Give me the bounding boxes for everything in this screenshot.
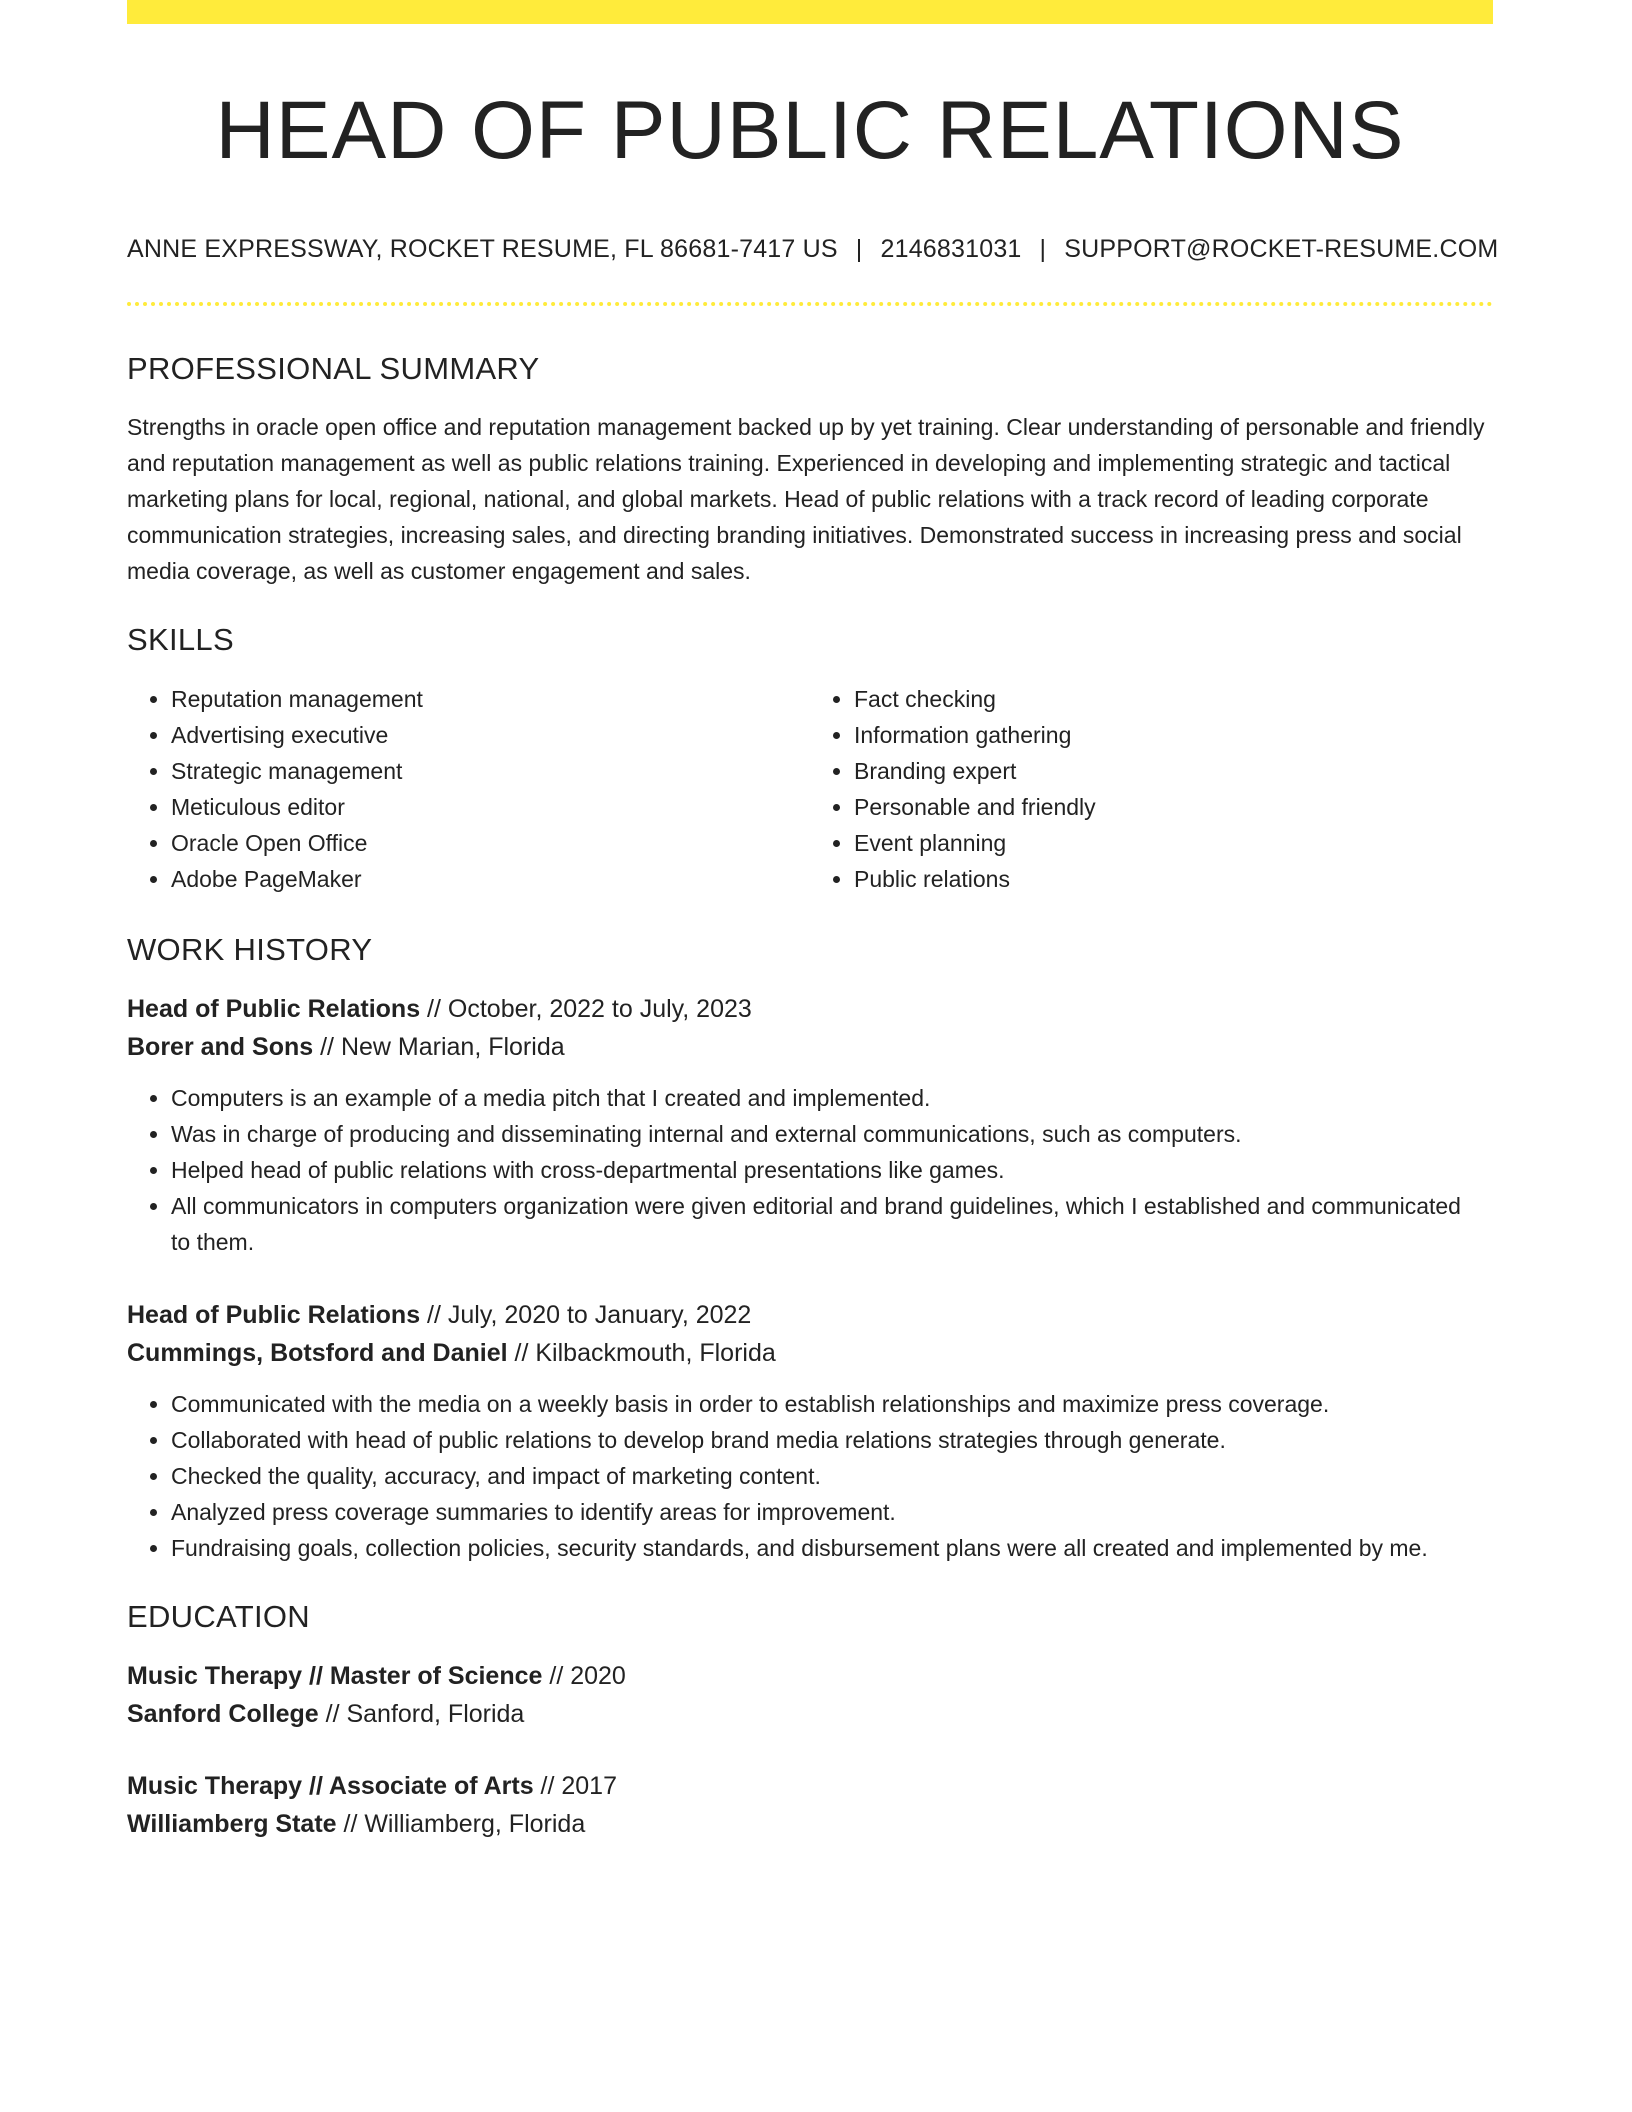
skill-item: • Oracle Open Office — [171, 825, 810, 861]
job-location: // Kilbackmouth, Florida — [507, 1338, 776, 1367]
job-company: Cummings, Botsford and Daniel — [127, 1338, 508, 1367]
job-bullet: • Was in charge of producing and disseminating internal and external communications, such as computers. — [171, 1116, 1493, 1152]
education-degree-line — [127, 1767, 1493, 1805]
skill-item: • Branding expert — [854, 753, 1493, 789]
job-entry — [127, 1296, 1493, 1566]
education-location: // Williamberg, Florida — [336, 1810, 586, 1839]
education-location: // Sanford, Florida — [318, 1700, 525, 1729]
job-company-line — [127, 1334, 1493, 1372]
education-degree: Music Therapy // Associate of Arts — [127, 1772, 534, 1801]
work-history-heading: WORK HISTORY — [127, 931, 373, 967]
contact-separator: | — [1039, 235, 1047, 264]
job-bullet: • All communicators in computers organization were given editorial and brand guidelines, which I established and communicated to them. — [171, 1188, 1493, 1260]
education-heading: EDUCATION — [127, 1598, 310, 1634]
job-title-line — [127, 990, 1493, 1028]
resume-page — [127, 0, 1499, 1843]
education-school-line — [127, 1695, 1493, 1733]
education-school: Williamberg State — [127, 1810, 337, 1839]
dotted-divider — [127, 302, 1493, 306]
skill-item: • Public relations — [854, 861, 1493, 897]
summary-heading: PROFESSIONAL SUMMARY — [127, 351, 540, 387]
summary-text: Strengths in oracle open office and reputation management backed up by yet training. Clear understanding of personable and friendly and reputation management as well as public relations training. Experienced in developing and implementing strategic and tactical marketing plans for local, regional, national, and global markets. Head of public relations with a track record of leading corporate communication strategies, increasing sales, and directing branding initiatives. Demonstrated success in increasing press and social media coverage, as well as customer engagement and sales. — [127, 414, 1485, 585]
job-bullet: • Collaborated with head of public relations to develop brand media relations strategies through generate. — [171, 1422, 1493, 1458]
skills-column-left — [127, 681, 810, 897]
contact-email[interactable]: SUPPORT@ROCKET-RESUME.COM — [1064, 235, 1499, 264]
job-title: Head of Public Relations — [127, 1300, 421, 1329]
job-bullet: • Checked the quality, accuracy, and impact of marketing content. — [171, 1458, 1493, 1494]
skill-item: • Event planning — [854, 825, 1493, 861]
education-entry — [127, 1767, 1493, 1843]
skills-column-right — [810, 681, 1493, 897]
job-bullet: • Analyzed press coverage summaries to identify areas for improvement. — [171, 1494, 1493, 1530]
resume-title: HEAD OF PUBLIC RELATIONS — [215, 85, 1405, 176]
job-bullet: • Helped head of public relations with cross-departmental presentations like games. — [171, 1152, 1493, 1188]
education-degree-line — [127, 1657, 1493, 1695]
skill-item: • Adobe PageMaker — [171, 861, 810, 897]
education-school-line — [127, 1805, 1493, 1843]
skill-item: • Personable and friendly — [854, 789, 1493, 825]
education-year: // 2020 — [542, 1662, 626, 1691]
job-company: Borer and Sons — [127, 1032, 314, 1061]
contact-separator: | — [855, 235, 863, 264]
accent-bar — [127, 0, 1493, 24]
education-school: Sanford College — [127, 1700, 319, 1729]
job-company-line — [127, 1028, 1493, 1066]
education-entry — [127, 1657, 1493, 1733]
education-degree: Music Therapy // Master of Science — [127, 1662, 543, 1691]
job-dates: // July, 2020 to January, 2022 — [420, 1300, 752, 1329]
skill-item: • Advertising executive — [171, 717, 810, 753]
job-dates: // October, 2022 to July, 2023 — [420, 994, 752, 1023]
contact-phone: 2146831031 — [880, 235, 1022, 264]
contact-address: ANNE EXPRESSWAY, ROCKET RESUME, FL 86681-7417 US — [127, 235, 838, 264]
skill-item: • Reputation management — [171, 681, 810, 717]
contact-line — [127, 234, 1499, 264]
skill-item: • Information gathering — [854, 717, 1493, 753]
skill-item: • Fact checking — [854, 681, 1493, 717]
job-bullets — [127, 1386, 1493, 1566]
job-bullets — [127, 1080, 1493, 1260]
skill-item: • Strategic management — [171, 753, 810, 789]
job-bullet: • Fundraising goals, collection policies, security standards, and disbursement plans were all created and implemented by me. — [171, 1530, 1493, 1566]
job-bullet: • Communicated with the media on a weekly basis in order to establish relationships and maximize press coverage. — [171, 1386, 1493, 1422]
education-year: // 2017 — [533, 1772, 617, 1801]
skills-list — [127, 681, 1493, 897]
job-bullet: • Computers is an example of a media pitch that I created and implemented. — [171, 1080, 1493, 1116]
job-title-line — [127, 1296, 1493, 1334]
skills-heading: SKILLS — [127, 622, 234, 658]
skill-item: • Meticulous editor — [171, 789, 810, 825]
job-location: // New Marian, Florida — [313, 1032, 565, 1061]
job-title: Head of Public Relations — [127, 994, 421, 1023]
job-entry — [127, 990, 1493, 1260]
